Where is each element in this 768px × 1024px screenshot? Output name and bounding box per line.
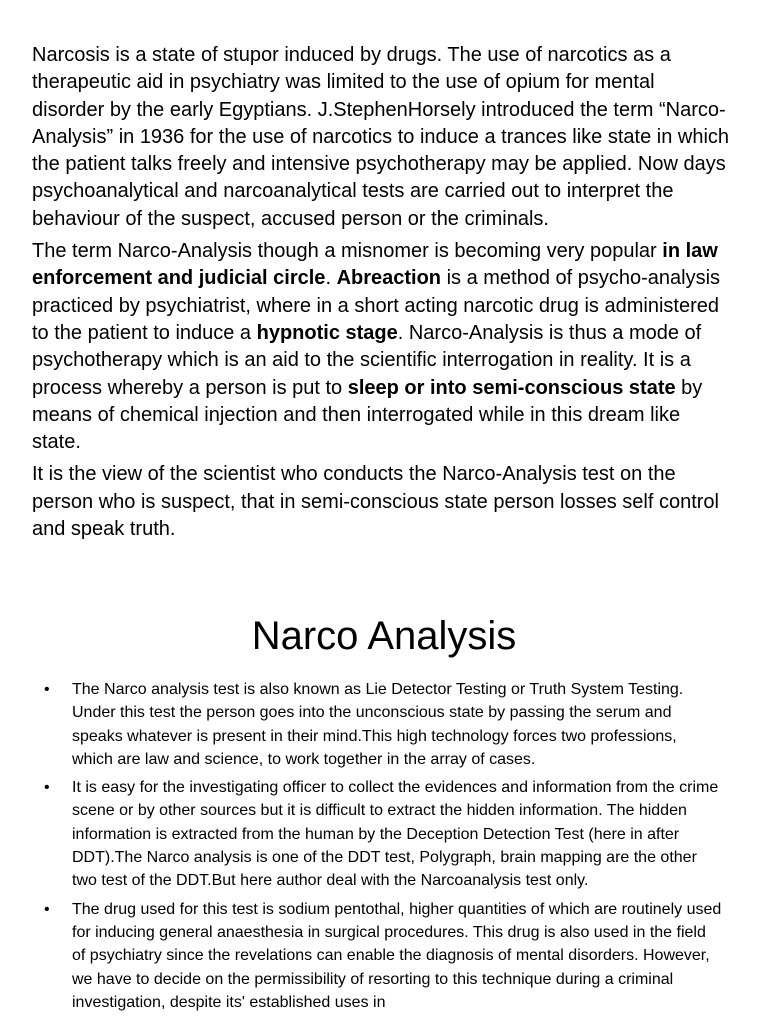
paragraph-text: . — [325, 267, 337, 290]
body-paragraph — [32, 42, 732, 233]
list-item-text: It is easy for the investigating officer to collect the evidences and information from the crime scene or by other sources but it is difficult to extract the hidden information. The hidden information is extracted from the human by the Deception Detection Test (here in after DDT).The Narco analysis is one of the DDT test, Polygraph, brain mapping are the other two test of the DDT.But here author deal with the Narcoanalysis test only. — [72, 779, 719, 890]
bullet-dot-icon: • — [44, 779, 50, 797]
intro-text-block — [32, 42, 732, 548]
list-item-text: The drug used for this test is sodium pentothal, higher quantities of which are routinely used for inducing general anaesthesia in surgical procedures. This drug is also used in the field of psychiatry since the revelations can enable the diagnosis of mental disorders. However, we have to decide on the permissibility of resorting to this technique during a criminal investigation, despite its' established uses in — [72, 900, 722, 1011]
paragraph-text: The term Narco-Analysis though a misnomer is becoming very popular — [32, 240, 663, 263]
list-item — [44, 898, 722, 1014]
list-item — [44, 678, 722, 771]
bullet-dot-icon: • — [44, 681, 50, 698]
emphasized-text: Abreaction — [336, 267, 442, 290]
paragraph-text: is a method of psycho-analysis practiced by psychiatrist, where in a short acting narcotic drug is administered to the patient to induce a — [32, 267, 721, 344]
bullet-dot-icon: • — [44, 900, 50, 918]
section-title: Narco Analysis — [251, 614, 517, 658]
body-paragraph — [32, 461, 732, 543]
list-item-text: The Narco analysis test is also known as Lie Detector Testing or Truth System Testing. Under this test the person goes into the unconscious state by passing the serum and speaks whatever is present in their mind.This high technology forces two professions, which are law and science, to work together in the array of cases. — [72, 681, 684, 768]
emphasized-text: sleep or into semi-conscious state — [347, 376, 676, 399]
paragraph-text: It is the view of the scientist who conducts the Narco-Analysis test on the person who is suspect, that in semi-conscious state person losses self control and speak truth. — [32, 463, 719, 541]
body-paragraph — [32, 238, 732, 456]
paragraph-text: by means of chemical injection and then interrogated while in this dream like state. — [32, 376, 703, 454]
emphasized-text: in law enforcement and judicial circle — [32, 240, 718, 290]
emphasized-text: hypnotic stage — [256, 321, 398, 344]
bullet-list — [0, 678, 768, 1019]
list-item — [44, 776, 722, 892]
paragraph-text: Narcosis is a state of stupor induced by drugs. The use of narcotics as a therapeutic aid in psychiatry was limited to the use of opium for mental disorder by the early Egyptians. J.StephenHorsely introduced the term “Narco-Analysis” in 1936 for the use of narcotics to induce a trances like state in which the patient talks freely and intensive psychotherapy may be applied. Now days psychoanalytical and narcoanalytical tests are carried out to interpret the behaviour of the suspect, accused person or the criminals. — [32, 44, 730, 230]
paragraph-text: . Narco-Analysis is thus a mode of psychotherapy which is an aid to the scientific interrogation in reality. It is a process whereby a person is put to — [32, 321, 702, 399]
